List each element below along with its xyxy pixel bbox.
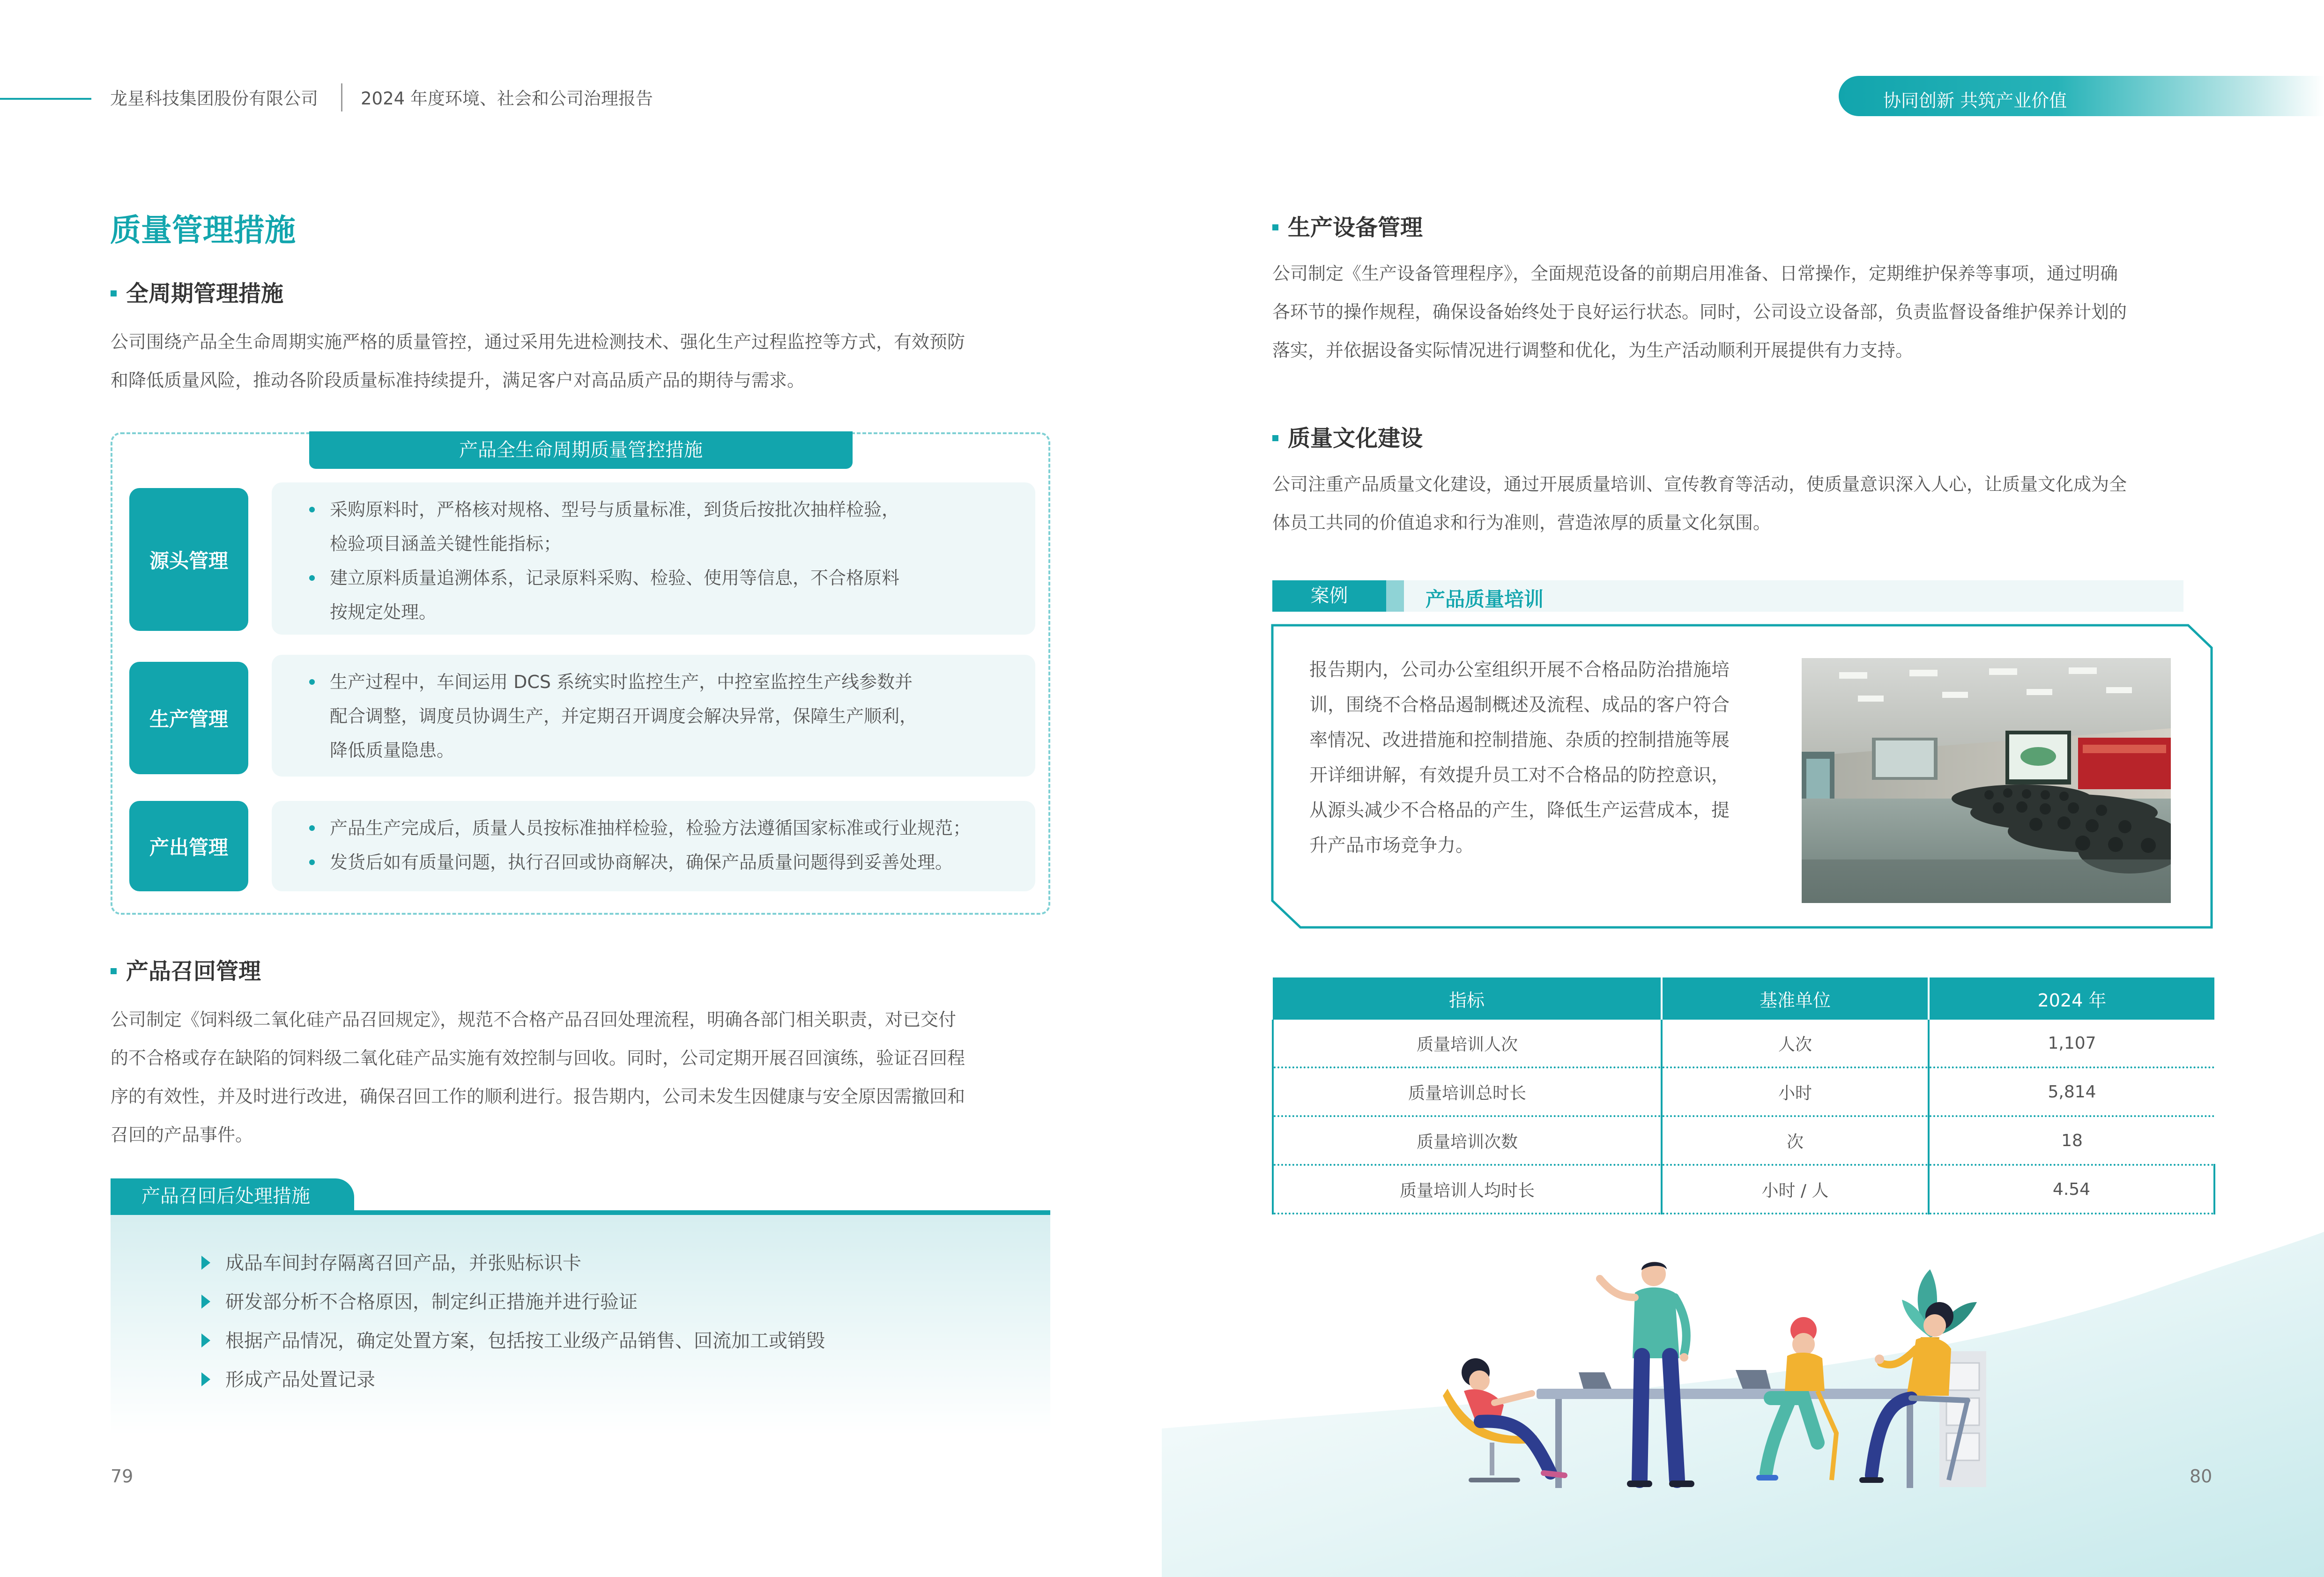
training-photo: [1802, 658, 2171, 903]
table-cell: 18: [1929, 1116, 2214, 1165]
table-header-cell: 2024 年: [1929, 977, 2214, 1020]
equipment-line: 各环节的操作规程，确保设备始终处于良好运行状态。同时，公司设立设备部，负责监督设备维护保养计划的: [1272, 302, 2127, 322]
header-accent-line: [0, 98, 91, 100]
recall-item: 成品车间封存隔离召回产品，并张贴标识卡: [201, 1248, 581, 1275]
culture-text: [1272, 465, 2127, 542]
equipment-line: 公司制定《生产设备管理程序》，全面规范设备的前期启用准备、日常操作，定期维护保养等事项，通过明确: [1272, 263, 2118, 284]
table-cell: 质量培训总时长: [1273, 1067, 1662, 1116]
table-cell: 4.54: [1929, 1165, 2214, 1214]
recall-item: 研发部分析不合格原因，制定纠正措施并进行验证: [201, 1287, 638, 1314]
recall-line: 公司制定《饲料级二氧化硅产品召回规定》，规范不合格产品召回处理流程，明确各部门相关职责，对已交付: [111, 1009, 957, 1030]
table-cell: 质量培训次数: [1273, 1116, 1662, 1165]
table-cell: 质量培训人次: [1273, 1020, 1662, 1067]
case-line: 报告期内，公司办公室组织开展不合格品防治措施培: [1309, 659, 1730, 681]
equipment-heading: [1272, 209, 1423, 242]
page-number-left: 79: [111, 1466, 134, 1487]
training-table: [1272, 977, 2215, 1214]
table-cell: 1,107: [1929, 1020, 2214, 1067]
heading-marker: [1272, 224, 1278, 230]
page-title: 质量管理措施: [110, 212, 296, 248]
stage-bullet: 生产过程中，车间运用 DCS 系统实时监控生产，中控室监控生产线参数并 配合调整，调度员协调生产，并定期召开调度会解决异常，保障生产顺利， 降低质量隐患。: [309, 665, 1007, 768]
table-cell: 5,814: [1929, 1067, 2214, 1116]
case-tag-accent: [1386, 580, 1404, 612]
heading-marker: [1272, 435, 1278, 441]
equipment-text: [1272, 254, 2127, 370]
intro-line: 公司围绕产品全生命周期实施严格的质量管控，通过采用先进检测技术、强化生产过程监控等方式，有效预防: [111, 332, 965, 352]
case-line: 升产品市场竞争力。: [1309, 835, 1474, 856]
stage-label-output: 产出管理: [129, 801, 248, 891]
section-tag-label: 协同创新 共筑产业价值: [1883, 90, 2067, 111]
stage-bullet: 采购原料时，严格核对规格、型号与质量标准，到货后按批次抽样检验， 检验项目涵盖关键性能指标；: [309, 493, 1007, 561]
recall-item: 形成产品处置记录: [201, 1365, 375, 1392]
stage-content-output: [272, 801, 1035, 891]
page-number-right: 80: [2190, 1466, 2213, 1487]
recall-text: [111, 1000, 965, 1154]
team-illustration: [1443, 1236, 2047, 1499]
table-cell: 小时: [1662, 1067, 1929, 1116]
case-line: 率情况、改进措施和控制措施、杂质的控制措施等展: [1309, 730, 1730, 751]
table-row: [1273, 1067, 2214, 1116]
stage-bullet: 建立原料质量追溯体系，记录原料采购、检验、使用等信息，不合格原料 按规定处理。: [309, 561, 1007, 629]
table-row: [1273, 1165, 2214, 1214]
lifecycle-intro: [111, 323, 965, 400]
table-cell: 次: [1662, 1116, 1929, 1165]
heading-marker: [111, 290, 117, 296]
header-company: 龙星科技集团股份有限公司: [110, 89, 318, 109]
case-line: 训，围绕不合格品遏制概述及流程、成品的客户符合: [1309, 695, 1730, 716]
table-row: [1273, 1020, 2214, 1067]
header-divider: [341, 83, 342, 111]
triangle-bullet-icon: [201, 1372, 210, 1386]
table-header-cell: 基准单位: [1662, 977, 1929, 1020]
recall-box-title: 产品召回后处理措施: [111, 1178, 354, 1214]
stage-bullet: 发货后如有质量问题，执行召回或协商解决，确保产品质量问题得到妥善处理。: [309, 845, 1007, 880]
equipment-heading-text: 生产设备管理: [1288, 215, 1423, 241]
table-cell: 小时 / 人: [1662, 1165, 1929, 1214]
triangle-bullet-icon: [201, 1256, 210, 1270]
case-text: [1309, 652, 1730, 863]
stage-content-production: [272, 655, 1035, 777]
culture-line: 体员工共同的价值追求和行为准则，营造浓厚的质量文化氛围。: [1272, 512, 1771, 533]
culture-heading: [1272, 420, 1423, 452]
triangle-bullet-icon: [201, 1333, 210, 1347]
stage-bullet: 产品生产完成后，质量人员按标准抽样检验，检验方法遵循国家标准或行业规范；: [309, 811, 1007, 845]
triangle-bullet-icon: [201, 1295, 210, 1309]
lifecycle-heading-text: 全周期管理措施: [126, 281, 284, 307]
stage-content-source: [272, 482, 1035, 635]
case-title-bar: [1272, 580, 2183, 612]
intro-line: 和降低质量风险，推动各阶段质量标准持续提升，满足客户对高品质产品的期待与需求。: [111, 370, 805, 391]
case-title: 产品质量培训: [1426, 588, 1544, 611]
table-header-row: [1273, 977, 2214, 1020]
lifecycle-heading: [111, 275, 283, 308]
recall-line: 序的有效性，并及时进行改进，确保召回工作的顺利进行。报告期内，公司未发生因健康与安全原因需撤回和: [111, 1086, 965, 1107]
culture-heading-text: 质量文化建设: [1288, 425, 1423, 452]
header-report-title: 2024 年度环境、社会和公司治理报告: [361, 89, 653, 109]
stage-label-source: 源头管理: [129, 488, 248, 631]
recall-line: 的不合格或存在缺陷的饲料级二氧化硅产品实施有效控制与回收。同时，公司定期开展召回演练，验证召回程: [111, 1048, 965, 1068]
table-cell: 人次: [1662, 1020, 1929, 1067]
recall-heading: [111, 953, 261, 985]
recall-line: 召回的产品事件。: [111, 1125, 253, 1145]
heading-marker: [111, 968, 117, 974]
table-header-cell: 指标: [1273, 977, 1662, 1020]
case-line: 从源头减少不合格品的产生，降低生产运营成本，提: [1309, 800, 1730, 821]
header-section-tag: [1839, 76, 2324, 116]
table-cell: 质量培训人均时长: [1273, 1165, 1662, 1214]
recall-item: 根据产品情况，确定处置方案，包括按工业级产品销售、回流加工或销毁: [201, 1326, 825, 1353]
stage-label-production: 生产管理: [129, 662, 248, 774]
case-tag: 案例: [1272, 580, 1386, 612]
table-row: [1273, 1116, 2214, 1165]
lifecycle-box-title: 产品全生命周期质量管控措施: [309, 431, 853, 469]
recall-heading-text: 产品召回管理: [126, 958, 261, 985]
culture-line: 公司注重产品质量文化建设，通过开展质量培训、宣传教育等活动，使质量意识深入人心，让质量文化成为全: [1272, 474, 2127, 495]
case-line: 开详细讲解，有效提升员工对不合格品的防控意识，: [1309, 765, 1730, 786]
equipment-line: 落实，并依据设备实际情况进行调整和优化，为生产活动顺利开展提供有力支持。: [1272, 340, 1914, 361]
